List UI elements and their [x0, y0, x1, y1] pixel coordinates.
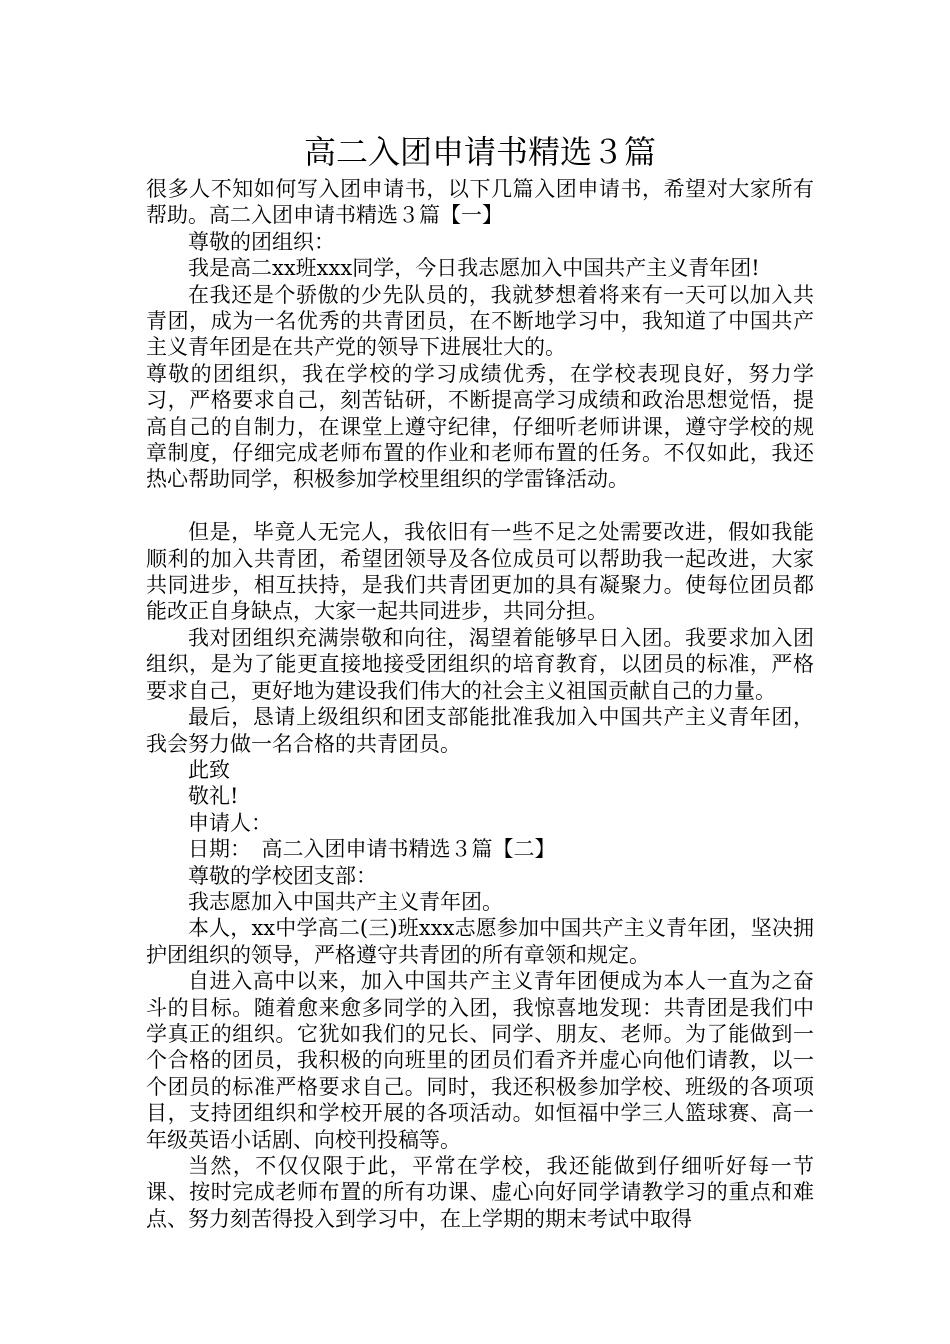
paragraph: 尊敬的学校团支部： [188, 863, 377, 888]
paragraph: 本人，xx中学高二(三)班xxx志愿参加中国共产主义青年团，坚决拥护团组织的领导，严格遵守共青团的所有章领和规定。 [146, 916, 814, 967]
paragraph: 自进入高中以来，加入中国共产主义青年团便成为本人一直为之奋斗的目标。随着愈来愈多同学的入团，我惊喜地发现：共青团是我们中学真正的组织。它犹如我们的兄长、同学、朋友、老师。为了能做到一个合格的团员，我积极的向班里的团员们看齐并虚心向他们请教，以一个团员的标准严格要求自己。同时，我还积极参加学校、班级的各项项目，支持团组织和学校开展的各项活动。如恒福中学三人篮球赛、高一年级英语小话剧、向校刊投稿等。 [146, 969, 814, 1152]
paragraph: 我是高二xx班xxx同学，今日我志愿加入中国共产主义青年团! [188, 256, 760, 281]
document-title: 高二入团申请书精选３篇 [303, 133, 656, 171]
paragraph: 我志愿加入中国共产主义青年团。 [188, 889, 503, 914]
paragraph: 但是，毕竟人无完人，我依旧有一些不足之处需要改进，假如我能顺利的加入共青团，希望团领导及各位成员可以帮助我一起改进，大家共同进步，相互扶持，是我们共青团更加的具有凝聚力。使每位团员都能改正自身缺点，大家一起共同进步，共同分担。 [146, 520, 814, 624]
paragraph: 最后，恳请上级组织和团支部能批准我加入中国共产主义青年团，我会努力做一名合格的共青团员。 [146, 705, 814, 756]
paragraph: 很多人不知如何写入团申请书，以下几篇入团申请书，希望对大家所有帮助。高二入团申请书精选３篇【一】 [146, 177, 814, 228]
paragraph: 日期： 高二入团申请书精选３篇【二】 [188, 837, 556, 862]
paragraph: 此致 [188, 757, 230, 782]
paragraph: 敬礼! [188, 784, 239, 809]
paragraph: 申请人： [188, 810, 272, 835]
paragraph: 在我还是个骄傲的少先队员的，我就梦想着将来有一天可以加入共青团，成为一名优秀的共青团员，在不断地学习中，我知道了中国共产主义青年团是在共产党的领导下进展壮大的。 [146, 282, 814, 360]
paragraph: 我对团组织充满崇敬和向往，渴望着能够早日入团。我要求加入团组织，是为了能更直接地接受团组织的培育教育，以团员的标准，严格要求自己，更好地为建设我们伟大的社会主义祖国贡献自己的力量。 [146, 625, 814, 703]
document-body [146, 176, 814, 1232]
paragraph: 尊敬的团组织： [188, 229, 335, 254]
paragraph: 当然，不仅仅限于此，平常在学校，我还能做到仔细听好每一节课、按时完成老师布置的所有功课、虚心向好同学请教学习的重点和难点、努力刻苦得投入到学习中，在上学期的期末考试中取得 [146, 1154, 814, 1231]
paragraph: 尊敬的团组织，我在学校的学习成绩优秀，在学校表现良好，努力学习，严格要求自己，刻苦钻研，不断提高学习成绩和政治思想觉悟，提高自己的自制力，在课堂上遵守纪律，仔细听老师讲课，遵守学校的规章制度，仔细完成老师布置的作业和老师布置的任务。不仅如此，我还热心帮助同学，积极参加学校里组织的学雷锋活动。 [146, 361, 814, 492]
paragraph [146, 493, 814, 519]
